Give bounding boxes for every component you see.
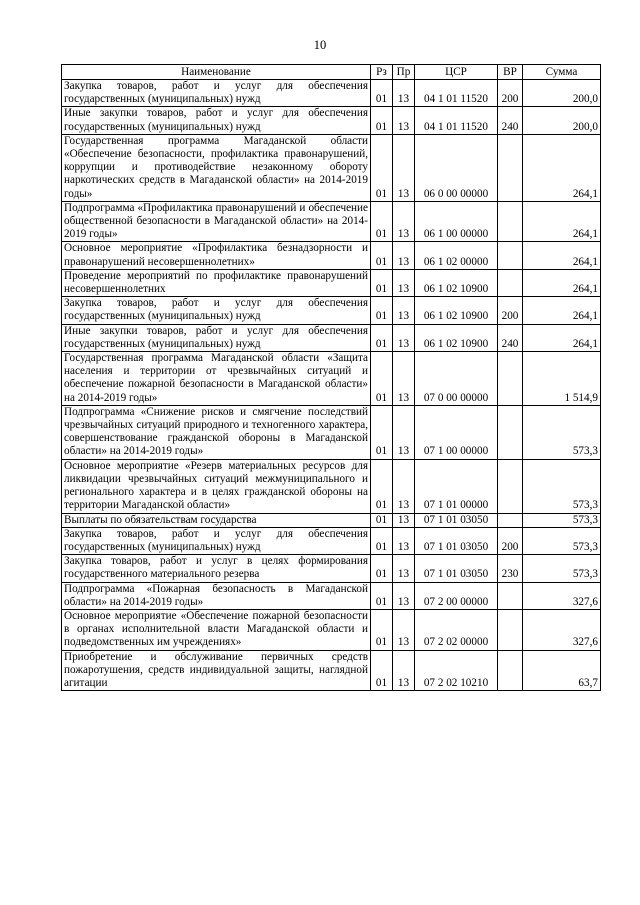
table-row (62, 609, 601, 650)
cell-sum: 327,6 (523, 609, 601, 650)
cell-rz: 01 (371, 609, 393, 650)
cell-pr: 13 (393, 609, 415, 650)
cell-sum: 573,3 (523, 513, 601, 527)
cell-vr: 230 (498, 555, 523, 582)
table-row (62, 582, 601, 609)
cell-name: Закупка товаров, работ и услуг для обеспечения государственных (муниципальных) нужд (62, 80, 371, 107)
cell-csr: 07 2 02 10210 (415, 650, 498, 691)
cell-vr: 240 (498, 107, 523, 134)
cell-csr: 07 2 00 00000 (415, 582, 498, 609)
cell-pr: 13 (393, 269, 415, 296)
cell-csr: 07 1 01 00000 (415, 459, 498, 513)
cell-name: Основное мероприятие «Обеспечение пожарной безопасности в органах исполнительной власти Магаданской области и подведомственных им учреждениях» (62, 609, 371, 650)
cell-csr: 06 1 02 10900 (415, 297, 498, 324)
cell-sum: 200,0 (523, 107, 601, 134)
table-row (62, 107, 601, 134)
cell-csr: 07 1 01 03050 (415, 513, 498, 527)
cell-rz: 01 (371, 242, 393, 269)
header-sum: Сумма (523, 65, 601, 80)
table-row (62, 459, 601, 513)
cell-rz: 01 (371, 352, 393, 406)
cell-csr: 04 1 01 11520 (415, 107, 498, 134)
cell-vr (498, 405, 523, 459)
cell-sum: 264,1 (523, 201, 601, 242)
cell-name: Иные закупки товаров, работ и услуг для обеспечения государственных (муниципальных) нужд (62, 324, 371, 351)
cell-csr: 07 0 00 00000 (415, 352, 498, 406)
cell-csr: 04 1 01 11520 (415, 80, 498, 107)
cell-csr: 07 1 01 03050 (415, 555, 498, 582)
table-row (62, 134, 601, 201)
cell-name: Иные закупки товаров, работ и услуг для обеспечения государственных (муниципальных) нужд (62, 107, 371, 134)
cell-name: Закупка товаров, работ и услуг в целях формирования государственного материального резерва (62, 555, 371, 582)
cell-name: Проведение мероприятий по профилактике правонарушений несовершеннолетних (62, 269, 371, 296)
cell-vr: 200 (498, 80, 523, 107)
cell-rz: 01 (371, 459, 393, 513)
cell-pr: 13 (393, 107, 415, 134)
table-row (62, 80, 601, 107)
table-row (62, 324, 601, 351)
header-csr: ЦСР (415, 65, 498, 80)
cell-name: Государственная программа Магаданской области «Защита населения и территории от чрезвычайных ситуаций и обеспечение пожарной безопасности в Магаданской области» на 2014-2019 годы» (62, 352, 371, 406)
cell-csr: 07 1 00 00000 (415, 405, 498, 459)
table-row (62, 513, 601, 527)
cell-sum: 264,1 (523, 242, 601, 269)
cell-sum: 573,3 (523, 405, 601, 459)
cell-name: Подпрограмма «Снижение рисков и смягчение последствий чрезвычайных ситуаций природного и техногенного характера, совершенствование гражданской обороны в Магаданской области» на 2014-2019 годы» (62, 405, 371, 459)
cell-vr (498, 201, 523, 242)
cell-vr (498, 650, 523, 691)
cell-csr: 06 0 00 00000 (415, 134, 498, 201)
cell-name: Закупка товаров, работ и услуг для обеспечения государственных (муниципальных) нужд (62, 297, 371, 324)
cell-pr: 13 (393, 352, 415, 406)
cell-sum: 573,3 (523, 459, 601, 513)
cell-sum: 573,3 (523, 555, 601, 582)
cell-rz: 01 (371, 650, 393, 691)
cell-pr: 13 (393, 242, 415, 269)
cell-name: Основное мероприятие «Профилактика безнадзорности и правонарушений несовершеннолетних» (62, 242, 371, 269)
cell-vr (498, 609, 523, 650)
header-name: Наименование (62, 65, 371, 80)
cell-name: Основное мероприятие «Резерв материальных ресурсов для ликвидации чрезвычайных ситуаций межмуниципального и регионального характера и в целях гражданской обороны на территории Магаданской области» (62, 459, 371, 513)
cell-pr: 13 (393, 134, 415, 201)
cell-vr (498, 269, 523, 296)
cell-pr: 13 (393, 201, 415, 242)
cell-vr (498, 582, 523, 609)
cell-rz: 01 (371, 201, 393, 242)
cell-pr: 13 (393, 555, 415, 582)
cell-sum: 1 514,9 (523, 352, 601, 406)
page-number: 10 (313, 38, 327, 52)
table-body (62, 80, 601, 691)
cell-pr: 13 (393, 650, 415, 691)
table-row (62, 201, 601, 242)
cell-pr: 13 (393, 513, 415, 527)
cell-vr: 200 (498, 527, 523, 554)
cell-pr: 13 (393, 297, 415, 324)
cell-pr: 13 (393, 405, 415, 459)
table-row (62, 650, 601, 691)
cell-pr: 13 (393, 324, 415, 351)
cell-rz: 01 (371, 324, 393, 351)
cell-rz: 01 (371, 134, 393, 201)
table-row (62, 352, 601, 406)
cell-vr: 240 (498, 324, 523, 351)
header-pr: Пр (393, 65, 415, 80)
cell-sum: 264,1 (523, 269, 601, 296)
table-row (62, 297, 601, 324)
cell-rz: 01 (371, 269, 393, 296)
cell-rz: 01 (371, 527, 393, 554)
table-row (62, 555, 601, 582)
cell-sum: 264,1 (523, 324, 601, 351)
cell-vr (498, 459, 523, 513)
cell-rz: 01 (371, 405, 393, 459)
cell-pr: 13 (393, 527, 415, 554)
cell-vr: 200 (498, 297, 523, 324)
cell-name: Подпрограмма «Пожарная безопасность в Магаданской области» на 2014-2019 годы» (62, 582, 371, 609)
cell-csr: 07 2 02 00000 (415, 609, 498, 650)
cell-sum: 573,3 (523, 527, 601, 554)
cell-name: Государственная программа Магаданской области «Обеспечение безопасности, профилактика правонарушений, коррупции и противодействие незаконному обороту наркотических средств в Магаданской области» на 2014-2019 годы» (62, 134, 371, 201)
cell-vr (498, 513, 523, 527)
header-vr: ВР (498, 65, 523, 80)
cell-name: Закупка товаров, работ и услуг для обеспечения государственных (муниципальных) нужд (62, 527, 371, 554)
cell-rz: 01 (371, 80, 393, 107)
cell-name: Выплаты по обязательствам государства (62, 513, 371, 527)
table-row (62, 269, 601, 296)
table-row (62, 405, 601, 459)
table-row (62, 527, 601, 554)
cell-vr (498, 242, 523, 269)
cell-name: Приобретение и обслуживание первичных средств пожаротушения, средств индивидуальной защиты, наглядной агитации (62, 650, 371, 691)
table-header-row (62, 65, 601, 80)
cell-vr (498, 134, 523, 201)
cell-rz: 01 (371, 582, 393, 609)
cell-pr: 13 (393, 459, 415, 513)
cell-csr: 06 1 02 00000 (415, 242, 498, 269)
cell-sum: 264,1 (523, 297, 601, 324)
cell-csr: 06 1 02 10900 (415, 324, 498, 351)
budget-table (61, 64, 601, 691)
cell-sum: 264,1 (523, 134, 601, 201)
cell-csr: 06 1 00 00000 (415, 201, 498, 242)
cell-rz: 01 (371, 107, 393, 134)
cell-sum: 200,0 (523, 80, 601, 107)
cell-rz: 01 (371, 513, 393, 527)
cell-csr: 06 1 02 10900 (415, 269, 498, 296)
cell-sum: 327,6 (523, 582, 601, 609)
cell-vr (498, 352, 523, 406)
cell-csr: 07 1 01 03050 (415, 527, 498, 554)
cell-rz: 01 (371, 555, 393, 582)
cell-name: Подпрограмма «Профилактика правонарушений и обеспечение общественной безопасности в Магаданской области» на 2014-2019 годы» (62, 201, 371, 242)
table-row (62, 242, 601, 269)
cell-pr: 13 (393, 80, 415, 107)
cell-rz: 01 (371, 297, 393, 324)
header-rz: Рз (371, 65, 393, 80)
cell-sum: 63,7 (523, 650, 601, 691)
cell-pr: 13 (393, 582, 415, 609)
